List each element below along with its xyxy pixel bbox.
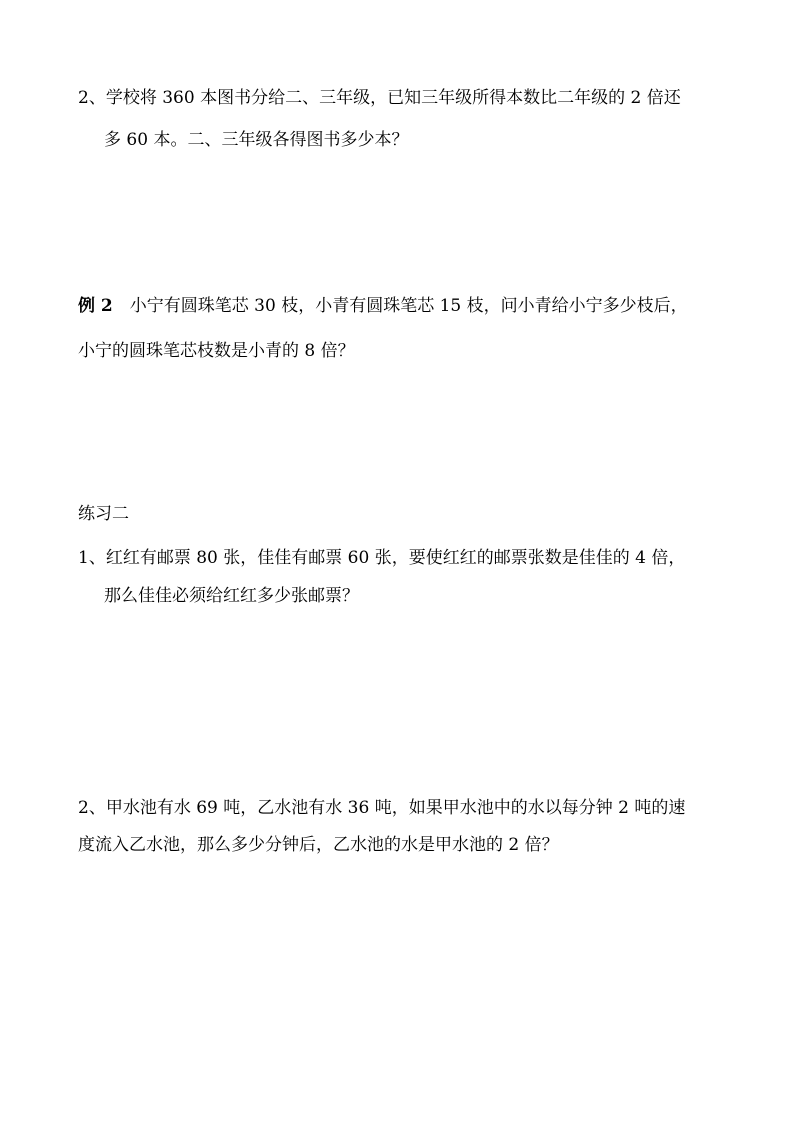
example-2-label: 例 2 bbox=[78, 296, 113, 316]
exercise-2-title: 练习二 bbox=[78, 504, 129, 524]
example-2-line-1-text: 小宁有圆珠笔芯 30 枝，小青有圆珠笔芯 15 枝，问小青给小宁多少枝后， bbox=[112, 296, 688, 316]
exercise-2-q2-line-2: 度流入乙水池，那么多少分钟后，乙水池的水是甲水池的 2 倍？ bbox=[78, 835, 559, 855]
example-2-line-2: 小宁的圆珠笔芯枝数是小青的 8 倍？ bbox=[78, 341, 355, 361]
exercise-2-q1-line-2: 那么佳佳必须给红红多少张邮票？ bbox=[104, 586, 359, 606]
example-2-line-1 bbox=[78, 294, 688, 318]
exercise-2-q1-line-1: 1、红红有邮票 80 张，佳佳有邮票 60 张，要使红红的邮票张数是佳佳的 4 倍， bbox=[78, 548, 686, 568]
problem-2-line-1: 2、学校将 360 本图书分给二、三年级，已知三年级所得本数比二年级的 2 倍还 bbox=[78, 88, 681, 108]
problem-2-line-2: 多 60 本。二、三年级各得图书多少本？ bbox=[104, 130, 409, 150]
exercise-2-q2-line-1: 2、甲水池有水 69 吨，乙水池有水 36 吨，如果甲水池中的水以每分钟 2 吨的速 bbox=[78, 798, 686, 818]
